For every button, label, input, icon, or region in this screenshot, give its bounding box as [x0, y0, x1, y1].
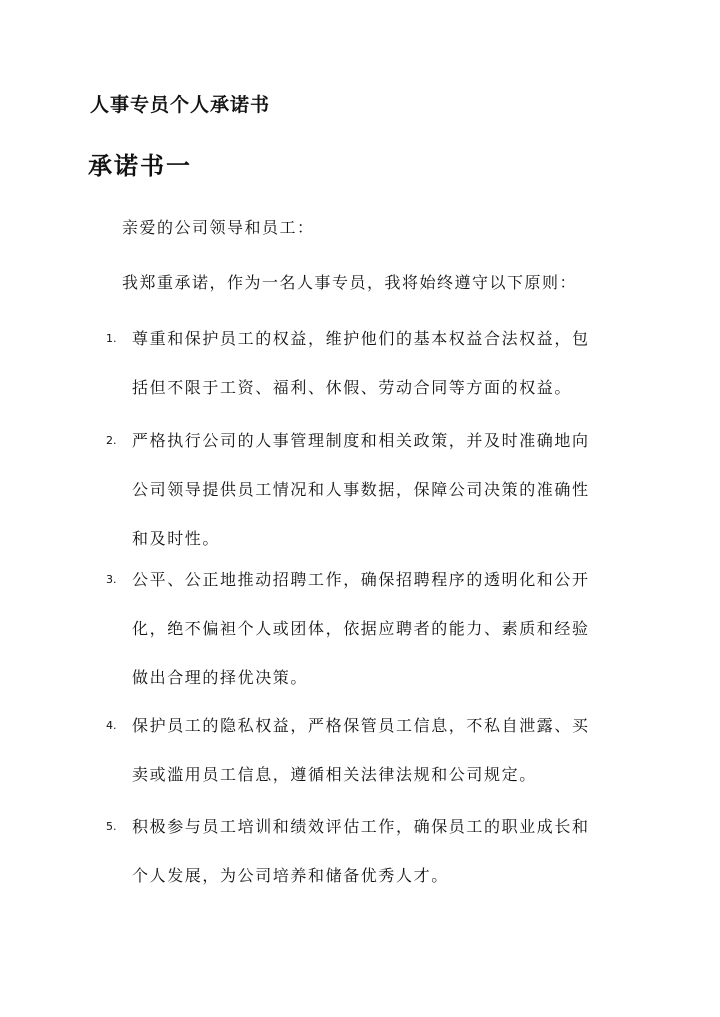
list-item-line: 公司领导提供员工情况和人事数据，保障公司决策的准确性 [132, 480, 590, 499]
list-item-number: 4. [106, 719, 117, 732]
list-item-number: 2. [106, 434, 117, 447]
list-item-number: 5. [106, 820, 117, 833]
list-item-line: 括但不限于工资、福利、休假、劳动合同等方面的权益。 [132, 378, 573, 397]
list-item-line: 化，绝不偏袒个人或团体，依据应聘者的能力、素质和经验 [132, 619, 590, 638]
greeting-paragraph: 亲爱的公司领导和员工： [122, 218, 315, 237]
list-item-number: 3. [106, 573, 117, 586]
document-title: 人事专员个人承诺书 [90, 94, 271, 116]
list-item-line: 尊重和保护员工的权益，维护他们的基本权益合法权益，包 [132, 329, 590, 348]
list-item-line: 做出合理的择优决策。 [132, 668, 309, 687]
intro-paragraph: 我郑重承诺，作为一名人事专员，我将始终遵守以下原则： [122, 273, 578, 292]
list-item-line: 保护员工的隐私权益，严格保管员工信息，不私自泄露、买 [132, 716, 590, 735]
list-item-line: 公平、公正地推动招聘工作，确保招聘程序的透明化和公开 [132, 570, 590, 589]
list-item-line: 严格执行公司的人事管理制度和相关政策，并及时准确地向 [132, 431, 590, 450]
list-item-line: 和及时性。 [132, 529, 221, 548]
list-item-line: 积极参与员工培训和绩效评估工作，确保员工的职业成长和 [132, 817, 590, 836]
section-heading: 承诺书一 [88, 151, 192, 180]
list-item-line: 卖或滥用员工信息，遵循相关法律法规和公司规定。 [132, 765, 537, 784]
list-item-number: 1. [106, 332, 117, 345]
list-item-line: 个人发展，为公司培养和储备优秀人才。 [132, 866, 449, 885]
